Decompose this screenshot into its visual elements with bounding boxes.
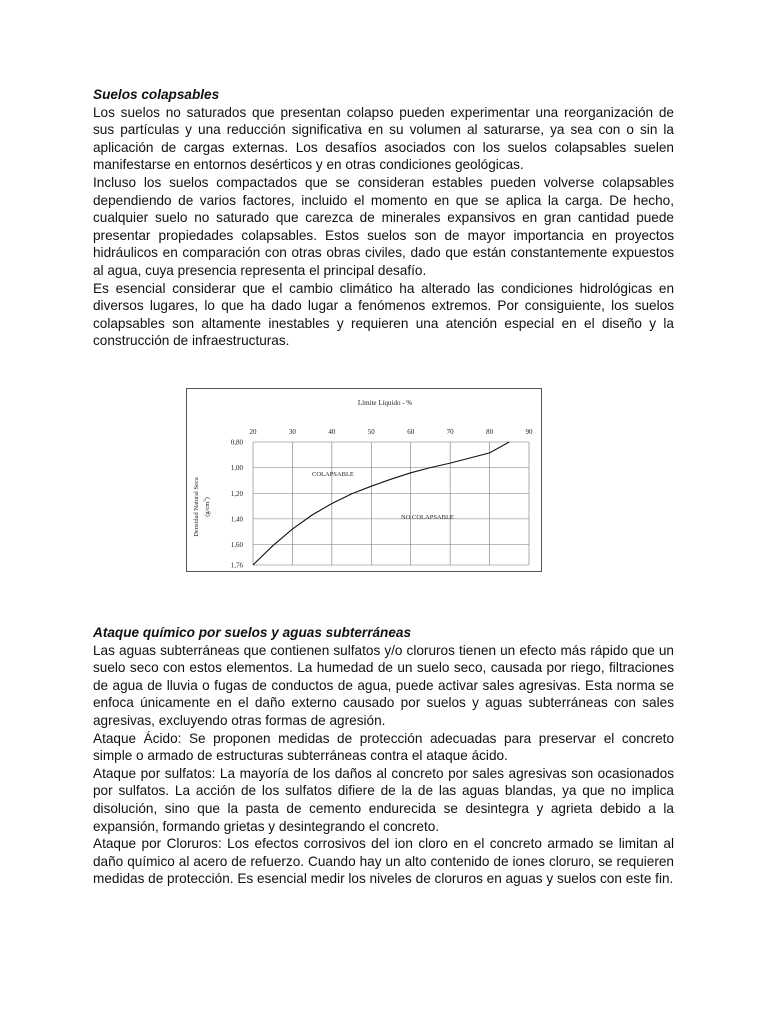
- x-tick-label: 30: [288, 428, 296, 436]
- x-tick-label: 40: [328, 428, 336, 436]
- y-tick-label: 1,76: [230, 561, 243, 570]
- y-tick-label: 1,60: [230, 541, 243, 549]
- y-axis-label-end: ): [204, 497, 211, 500]
- y-axis-label-sup: 3: [202, 499, 207, 502]
- y-tick-labels: [231, 439, 244, 570]
- x-tick-labels: [250, 428, 534, 436]
- chart-figure: [186, 388, 542, 572]
- y-tick-label: 1,40: [230, 515, 243, 524]
- chart-title: Límite Líquido - %: [357, 399, 413, 407]
- svg-text:Densidad Natural Seca: [193, 477, 200, 537]
- annotation-no-colapsable: NO COLAPSABLE: [401, 514, 454, 521]
- y-tick-label: 0,80: [230, 438, 243, 447]
- x-tick-label: 70: [446, 428, 454, 436]
- section-title: Ataque químico por suelos y aguas subterráneas: [93, 625, 412, 640]
- paragraph: Ataque por Cloruros: Los efectos corrosivos del ion cloro en el concreto armado se limitan al daño químico al acero de refuerzo. Cuando hay un alto contenido de iones cloruro, se requieren medidas de protección. Es esencial medir los niveles de cloruros en aguas y suelos con este fin.: [93, 836, 674, 887]
- x-tick-label: 80: [486, 428, 494, 436]
- x-tick-label: 20: [249, 428, 257, 436]
- data-series-line: [253, 442, 509, 565]
- y-axis-label: [193, 477, 211, 537]
- paragraph: Ataque Ácido: Se proponen medidas de protección adecuadas para preservar el concreto simple o armado de estructuras subterráneas contra el ataque ácido.: [93, 730, 674, 764]
- x-tick-label: 50: [367, 428, 375, 436]
- x-tick-label: 90: [525, 428, 533, 436]
- paragraph: Las aguas subterráneas que contienen sulfatos y/o cloruros tienen un efecto más rápido que un suelo seco con estos elementos. La humedad de un suelo seco, causada por riego, filtraciones de agua de lluvia o fugas de conductos de agua, puede activar sales agresivas. Esta norma se enfoca únicamente en el daño externo causado por suelos y aguas subterráneas con sales agresivas, excluyendo otras formas de agresión.: [93, 642, 674, 728]
- section-suelos-colapsables: [93, 86, 674, 350]
- paragraph: Los suelos no saturados que presentan colapso pueden experimentar una reorganización de sus partículas y una reducción significativa en su volumen al saturarse, ya sea con o sin la aplicación de cargas externas. Los desafíos asociados con los suelos colapsables suelen manifestarse en entornos desérticos y en otras condiciones geológicas.: [93, 104, 674, 173]
- annotation-colapsable: COLAPSABLE: [312, 471, 354, 478]
- paragraph: Incluso los suelos compactados que se consideran estables pueden volverse colapsables dependiendo de varios factores, incluido el momento en que se aplica la carga. De hecho, cualquier suelo no saturado que carezca de minerales expansivos en gran cantidad puede presentar propiedades colapsables. Estos suelos son de mayor importancia en proyectos hidráulicos en comparación con otras obras civiles, dado que están constantemente expuestos al agua, cuya presencia representa el principal desafío.: [93, 174, 674, 278]
- paragraph: Ataque por sulfatos: La mayoría de los daños al concreto por sales agresivas son ocasionados por sulfatos. La acción de los sulfatos difiere de la de las aguas blandas, ya que no implica disolución, sino que la pasta de cemento endurecida se desintegra y agrieta debido a la expansión, formando grietas y desintegrando el concreto.: [93, 765, 674, 834]
- chart-grid: [253, 442, 529, 565]
- y-axis-label-line1: Densidad Natural Seca: [193, 477, 200, 537]
- y-tick-label: 1,20: [230, 489, 243, 498]
- section-title: Suelos colapsables: [93, 87, 220, 102]
- y-axis-label-unit: (g/cm: [204, 501, 211, 517]
- paragraph: Es esencial considerar que el cambio climático ha alterado las condiciones hidrológicas en diversos lugares, lo que ha dado lugar a fenómenos extremos. Por consiguiente, los suelos colapsables son altamente inestables y requieren una atención especial en el diseño y la construcción de infraestructuras.: [93, 280, 674, 349]
- svg-text:(g/cm3): [202, 497, 211, 517]
- y-tick-label: 1,00: [230, 464, 243, 473]
- x-tick-label: 60: [407, 428, 415, 436]
- section-ataque-quimico: [93, 624, 674, 888]
- collapsibility-chart: [187, 389, 541, 571]
